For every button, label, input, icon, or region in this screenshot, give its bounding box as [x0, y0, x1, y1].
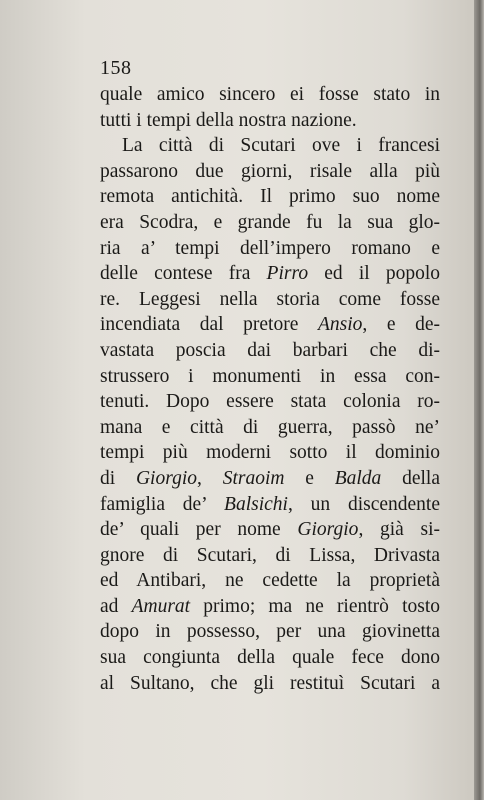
text-line: La città di Scutari ove i francesi [122, 135, 440, 157]
text-line: remota antichità. Il primo suo nome [100, 186, 440, 208]
text-line: sua congiunta della quale fece dono [100, 647, 440, 669]
text-line: strussero i monumenti in essa con- [100, 365, 440, 387]
text-line: passarono due giorni, risale alla più [100, 160, 440, 182]
page-number: 158 [100, 57, 132, 79]
text-line: ad Amurat primo; ma ne rientrò tosto [100, 595, 440, 617]
text-line: ria a’ tempi dell’impero romano e [100, 237, 440, 259]
text-line: gnore di Scutari, di Lissa, Drivasta [100, 544, 440, 566]
text-line: mana e città di guerra, passò ne’ [100, 416, 440, 438]
text-line: tenuti. Dopo essere stata colonia ro- [100, 391, 440, 413]
text-line: dopo in possesso, per una giovinetta [100, 621, 440, 643]
text-line: tutti i tempi della nostra nazione. [100, 109, 357, 131]
text-line: vastata poscia dai barbari che di- [100, 339, 440, 361]
page-edge-shadow [474, 0, 484, 800]
text-line: al Sultano, che gli restituì Scutari a [100, 672, 440, 694]
text-line: quale amico sincero ei fosse stato in [100, 84, 440, 105]
text-line: de’ quali per nome Giorgio, già si- [100, 519, 440, 541]
text-line: famiglia de’ Balsichi, un discendente [100, 493, 440, 515]
text-line: tempi più moderni sotto il dominio [100, 442, 440, 464]
paragraph [100, 133, 440, 696]
text-line: re. Leggesi nella storia come fosse [100, 288, 440, 310]
text-line: ed Antibari, ne cedette la proprietà [100, 570, 440, 592]
text-line: di Giorgio, Straoim e Balda della [100, 467, 440, 489]
text-line: incendiata dal pretore Ansio, e de- [100, 314, 440, 336]
paragraph [100, 82, 440, 133]
text-line: delle contese fra Pirro ed il popolo [100, 263, 440, 285]
text-line: era Scodra, e grande fu la sua glo- [100, 211, 440, 233]
page-text [100, 56, 440, 696]
